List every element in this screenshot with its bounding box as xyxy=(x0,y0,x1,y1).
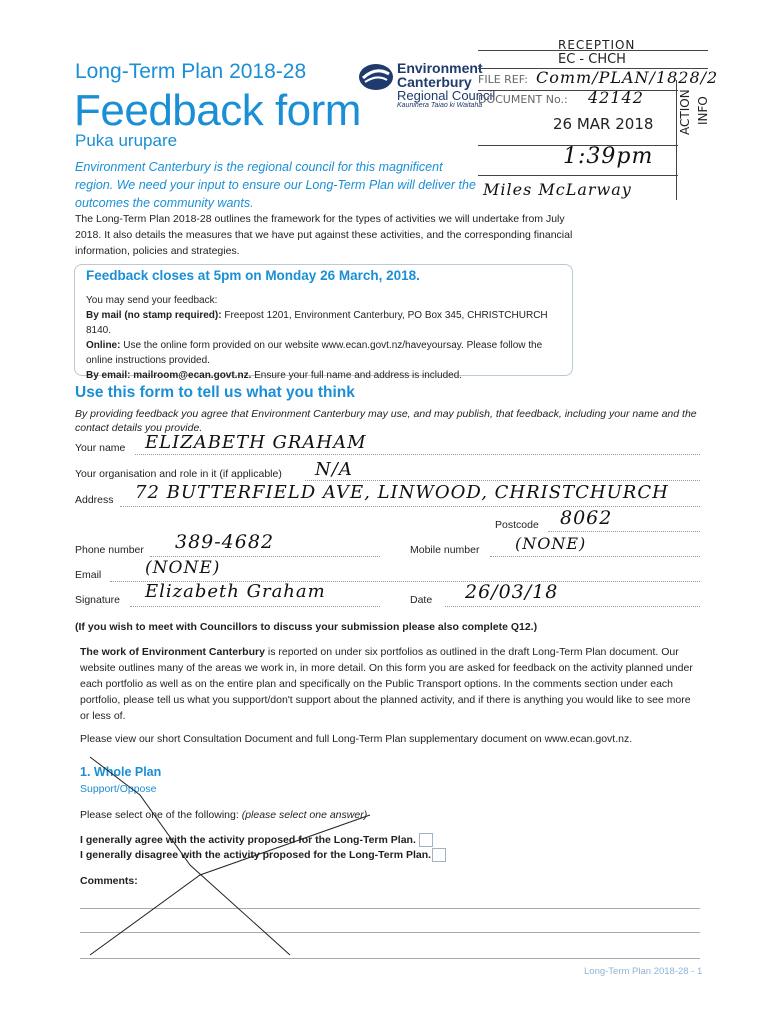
page-footer: Long-Term Plan 2018-28 - 1 xyxy=(584,966,703,977)
logo-text-1: Environment xyxy=(397,60,483,76)
logo-text-3: Regional Council xyxy=(397,88,496,103)
email-text: mailroom@ecan.govt.nz. xyxy=(133,370,252,381)
org-value: N/A xyxy=(315,459,353,480)
phone-field[interactable] xyxy=(150,556,380,557)
option-agree-label: I generally agree with the activity proposed for the Long-Term Plan. xyxy=(80,834,416,846)
work-text: is reported on under six portfolios as outlined in the draft Long-Term Plan document. Our website outlines many of the areas we work in, in more detail. On this form you are asked for feedback on the activity planned under each portfolio as well as on the entire plan and specifically on the Public Transport options. In the comments section under each portfolio, please tell us what you support/don't support about the planned activity, and if there is anything you would like to see more or less of. xyxy=(80,646,693,722)
name-label: Your name xyxy=(75,442,126,454)
online-label: Online: xyxy=(86,340,121,351)
stamp-file-ref-label: FILE REF: xyxy=(478,73,528,86)
section-whole-plan-subtitle: Support/Oppose xyxy=(80,783,157,795)
agree-checkbox[interactable] xyxy=(419,833,433,847)
page-title: Feedback form xyxy=(74,86,361,135)
email-value: (NONE) xyxy=(145,558,221,578)
postcode-field[interactable] xyxy=(548,531,700,532)
select-instruction-text: Please select one of the following: xyxy=(80,809,239,821)
overview-text: The Long-Term Plan 2018-28 outlines the framework for the types of activities we will undertake from July 2018. It also details the measures that we have put against these activities, and the corresponding financial information, policies and strategies. xyxy=(75,213,573,257)
send-intro: You may send your feedback: xyxy=(86,295,218,306)
mail-label: By mail (no stamp required): xyxy=(86,310,222,321)
stamp-info: INFO xyxy=(696,96,710,125)
ecan-logo-icon xyxy=(357,62,395,92)
disagree-checkbox[interactable] xyxy=(432,848,446,862)
logo-text-4: Kaunihera Taiao ki Waitaha xyxy=(397,102,483,109)
stamp-doc-no-label: DOCUMENT No.: xyxy=(478,93,568,106)
consent-text: By providing feedback you agree that Environment Canterbury may use, and may publish, that feedback, including your name and the contact details you provide. xyxy=(75,408,697,434)
email-label: By email: xyxy=(86,370,131,381)
stamp-action: ACTION xyxy=(678,89,692,135)
org-label: Your organisation and role in it (if applicable) xyxy=(75,468,282,480)
section-whole-plan-title: 1. Whole Plan xyxy=(80,765,162,779)
date-value: 26/03/18 xyxy=(465,581,559,603)
name-value: ELIZABETH GRAHAM xyxy=(145,432,367,453)
date-label: Date xyxy=(410,594,433,606)
email-field-label: Email xyxy=(75,569,102,581)
online-line xyxy=(86,338,566,368)
signature-label: Signature xyxy=(75,594,120,606)
phone-value: 389-4682 xyxy=(175,531,275,553)
name-field[interactable] xyxy=(135,454,700,455)
stamp-file-ref: Comm/PLAN/1828/2 xyxy=(536,68,719,87)
stamp-signed: Miles McLarway xyxy=(483,180,632,199)
closing-heading: Feedback closes at 5pm on Monday 26 March, 2018. xyxy=(86,268,420,283)
work-lead: The work of Environment Canterbury xyxy=(80,646,265,658)
maori-title: Puka urupare xyxy=(75,131,178,150)
org-field[interactable] xyxy=(305,480,700,481)
mobile-field[interactable] xyxy=(490,556,700,557)
email-line xyxy=(86,368,566,383)
postcode-label: Postcode xyxy=(495,519,539,531)
reception-stamp xyxy=(478,40,718,200)
mobile-value: (NONE) xyxy=(515,534,587,553)
stamp-office: EC - CHCH xyxy=(558,52,626,67)
strike-through-mark xyxy=(80,755,380,965)
logo-text-2: Canterbury xyxy=(397,74,472,90)
mail-text: Freepost 1201, Environment Canterbury, PO Box 345, CHRISTCHURCH 8140. xyxy=(86,310,548,336)
plan-title: Long-Term Plan 2018-28 xyxy=(75,60,307,83)
select-instruction-hint: (please select one answer) xyxy=(241,809,368,821)
consultation-note: Please view our short Consultation Document and full Long-Term Plan supplementary document on www.ecan.govt.nz. xyxy=(80,733,633,745)
councillor-note: (If you wish to meet with Councillors to discuss your submission please also complete Q12.) xyxy=(75,621,538,633)
postcode-value: 8062 xyxy=(560,507,613,529)
closing-details xyxy=(86,293,566,383)
mobile-label: Mobile number xyxy=(410,544,480,556)
work-paragraph xyxy=(80,644,700,724)
intro-text: Environment Canterbury is the regional council for this magnificent region. We need your input to ensure our Long-Term Plan will deliver the outcomes the community wants. xyxy=(75,160,476,210)
address-field[interactable] xyxy=(120,506,700,507)
address-value: 72 BUTTERFIELD AVE, LINWOOD, CHRISTCHURCH xyxy=(135,482,669,503)
comments-label: Comments: xyxy=(80,875,138,887)
phone-label: Phone number xyxy=(75,544,144,556)
signature-field[interactable] xyxy=(130,606,380,607)
form-heading: Use this form to tell us what you think xyxy=(75,384,355,401)
stamp-time: 1:39pm xyxy=(563,144,654,169)
stamp-reception: RECEPTION xyxy=(558,38,636,52)
stamp-doc-no: 42142 xyxy=(588,88,644,107)
date-field[interactable] xyxy=(445,606,700,607)
email-note: Ensure your full name and address is included. xyxy=(254,370,463,381)
address-label: Address xyxy=(75,494,114,506)
mail-line xyxy=(86,308,566,338)
stamp-date: 26 MAR 2018 xyxy=(553,115,654,133)
option-disagree-label: I generally disagree with the activity proposed for the Long-Term Plan. xyxy=(80,849,432,861)
online-text: Use the online form provided on our website www.ecan.govt.nz/haveyoursay. Please follow the online instructions provided. xyxy=(86,340,543,366)
signature-value: Elizabeth Graham xyxy=(145,581,326,602)
